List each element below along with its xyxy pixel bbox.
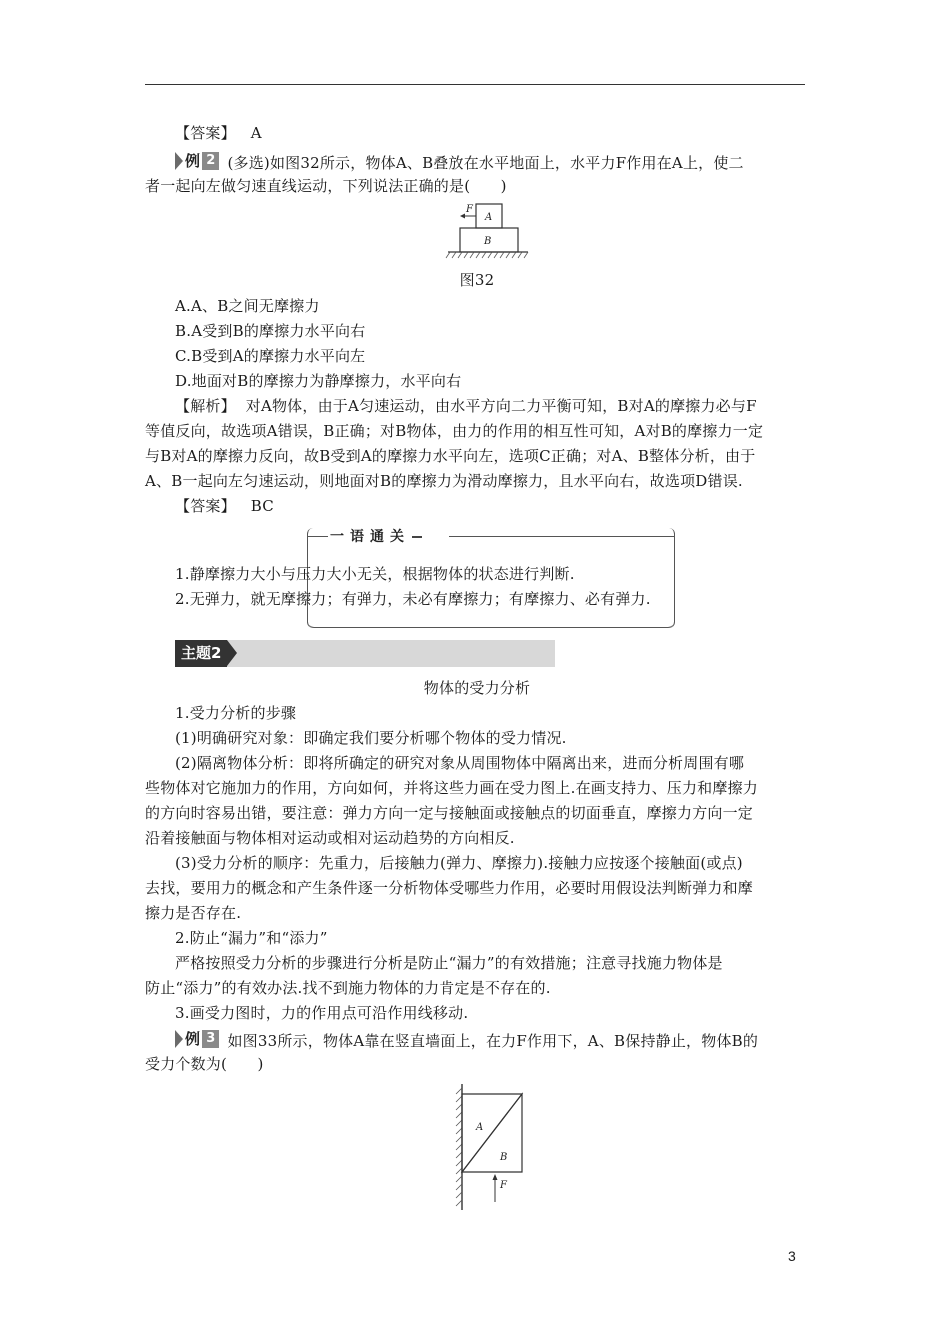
analysis-line-1 [175,394,809,418]
label-b: B [484,236,492,247]
example-word: 例 [185,152,201,170]
force-f-arrowhead [493,1174,498,1180]
option-a: A.A、B之间无摩擦力 [175,297,320,315]
example-badge [175,1027,219,1051]
box-bottom-rule [308,615,674,628]
answer-label: 【答案】 [175,497,236,515]
step-3: 3.画受力图时，力的作用点可沿作用线移动. [175,1004,469,1022]
summary-box-title: 一语通关 [330,526,424,546]
step-1b-line-4: 沿着接触面与物体相对运动或相对运动趋势的方向相反. [145,829,515,847]
step-1c-line-1: (3)受力分析的顺序：先重力，后接触力(弹力、摩擦力).接触力应按逐个接触面(或点) [175,854,743,872]
example-3-line-1 [175,1027,809,1053]
figure-32-caption: 图32 [459,271,495,289]
label-f: F [500,1180,507,1191]
step-1c-line-3: 擦力是否存在. [145,904,242,922]
block-b-triangle [462,1094,522,1172]
example-3-line-2: 受力个数为( ) [145,1055,264,1073]
header-rule [145,84,805,85]
force-f-arrowhead [460,214,465,219]
step-1a: (1)明确研究对象：即确定我们要分析哪个物体的受力情况. [175,729,567,747]
example-2-text-1: (多选)如图32所示，物体A、B叠放在水平地面上，水平力F作用在A上，使二 [227,154,744,172]
answer-value: A [250,124,262,142]
example-badge [175,149,219,173]
figure-32-diagram [440,200,530,270]
box-top-right-rule [449,536,674,537]
analysis-line-3: 与B对A的摩擦力反向，故B受到A的摩擦力水平向左，选项C正确；对A、B整体分析，由于 [145,447,756,465]
label-a: A [476,1122,484,1133]
step-1b-line-1: (2)隔离物体分析：即将所确定的研究对象从周围物体中隔离出来，进而分析周围有哪 [175,754,745,772]
page-number: 3 [788,1248,796,1264]
answer-1 [175,121,809,145]
topic-bar [227,640,555,667]
step-1b-line-3: 的方向时容易出错，要注意：弹力方向一定与接触面或接触点的切面垂直，摩擦力方向一定 [145,804,754,822]
answer-label: 【答案】 [175,124,236,142]
example-3-text-1: 如图33所示，物体A靠在竖直墙面上，在力F作用下，A、B保持静止，物体B的 [227,1032,759,1050]
topic-label: 主题2 [175,640,227,667]
ground-hatching [446,252,528,258]
analysis-label: 【解析】 [175,397,236,415]
triangle-icon [175,1030,183,1048]
analysis-text-1: 对A物体，由于A匀速运动，由水平方向二力平衡可知，B对A的摩擦力必与F [245,397,757,415]
summary-item-1: 1.静摩擦力大小与压力大小无关，根据物体的状态进行判断. [175,565,575,583]
analysis-line-2: 等值反向，故选项A错误，B正确；对B物体，由力的作用的相互性可知，A对B的摩擦力一定 [145,422,764,440]
step-2-line-1: 严格按照受力分析的步骤进行分析是防止“漏力”的有效措施；注意寻找施力物体是 [175,954,723,972]
analysis-line-4: A、B一起向左匀速运动，则地面对B的摩擦力为滑动摩擦力，且水平向右，故选项D错误. [145,472,743,490]
label-b: B [500,1152,508,1163]
topic-header [175,640,555,667]
example-number: 2 [202,152,219,170]
step-1c-line-2: 去找，要用力的概念和产生条件逐一分析物体受哪些力作用，必要时用假设法判断弹力和摩 [145,879,754,897]
summary-item-2: 2.无弹力，就无摩擦力；有弹力，未必有摩擦力；有摩擦力、必有弹力. [175,590,651,608]
step-1-heading: 1.受力分析的步骤 [175,704,297,722]
topic-title: 物体的受力分析 [423,679,531,697]
example-2-line-1 [175,149,809,175]
step-2-heading: 2.防止“漏力”和“添力” [175,929,328,947]
step-2-line-2: 防止“添力”的有效办法.找不到施力物体的力肯定是不存在的. [145,979,551,997]
step-1b-line-2: 些物体对它施加力的作用，方向如何，并将这些力画在受力图上.在画支持力、压力和摩擦力 [145,779,758,797]
answer-value: BC [250,497,274,515]
label-f: F [466,204,473,215]
wall-hatching [456,1088,462,1206]
label-a: A [485,212,493,223]
option-d: D.地面对B的摩擦力为静摩擦力，水平向右 [175,372,462,390]
option-b: B.A受到B的摩擦力水平向右 [175,322,366,340]
example-number: 3 [202,1030,219,1048]
figure-33-diagram [450,1080,540,1215]
example-word: 例 [185,1030,201,1048]
answer-2 [175,494,809,518]
triangle-icon [175,152,183,170]
option-c: C.B受到A的摩擦力水平向左 [175,347,366,365]
example-2-line-2: 者一起向左做匀速直线运动，下列说法正确的是( ) [145,177,507,195]
box-top-left-rule [308,536,328,537]
